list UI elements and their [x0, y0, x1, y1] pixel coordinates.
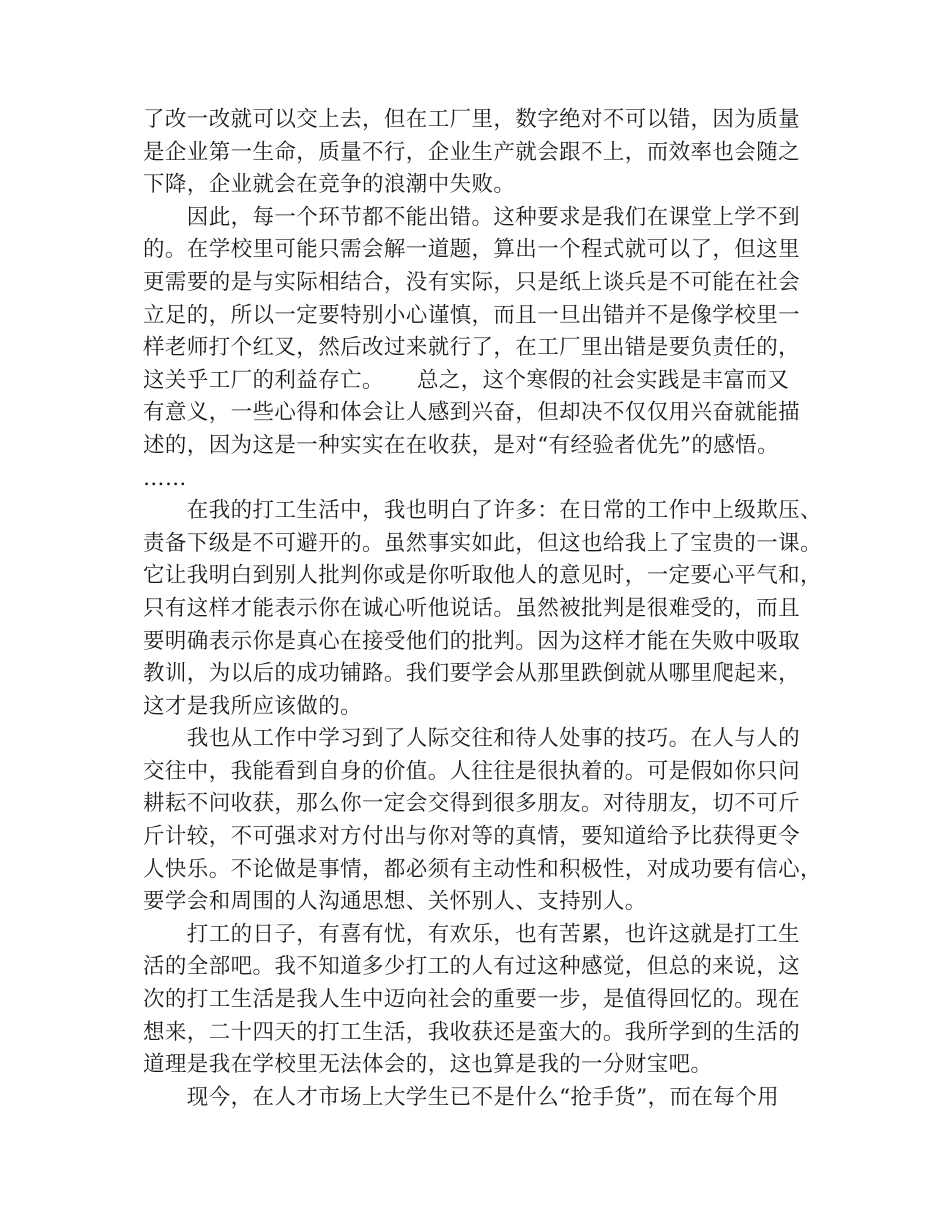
text-line: 想来，二十四天的打工生活，我收获还是蛮大的。我所学到的生活的	[143, 1019, 801, 1045]
text-line: 立足的，所以一定要特别小心谨慎，而且一旦出错并不是像学校里一	[143, 302, 801, 328]
text-line: 有意义，一些心得和体会让人感到兴奋，但却决不仅仅用兴奋就能描	[143, 400, 801, 426]
text-line: 下降，企业就会在竞争的浪潮中失败。	[143, 172, 516, 198]
text-line: 这关乎工厂的利益存亡。 总之，这个寒假的社会实践是丰富而又	[143, 367, 790, 393]
text-line: 打工的日子，有喜有忧，有欢乐，也有苦累，也许这就是打工生	[143, 921, 801, 947]
text-line: 人快乐。不论做是事情，都必须有主动性和积极性，对成功要有信心，	[143, 856, 822, 882]
text-line: 道理是我在学校里无法体会的，这也算是我的一分财宝吧。	[143, 1052, 713, 1078]
text-line: 责备下级是不可避开的。虽然事实如此，但这也给我上了宝贵的一课。	[143, 530, 822, 556]
text-line: 这才是我所应该做的。	[143, 693, 363, 719]
text-line: 的。在学校里可能只需会解一道题，算出一个程式就可以了，但这里	[143, 237, 801, 263]
text-line: 要明确表示你是真心在接受他们的批判。因为这样才能在失败中吸取	[143, 628, 801, 654]
text-line: 活的全部吧。我不知道多少打工的人有过这种感觉，但总的来说，这	[143, 954, 801, 980]
text-line: 因此，每一个环节都不能出错。这种要求是我们在课堂上学不到	[143, 204, 801, 230]
text-line: 交往中，我能看到自身的价值。人往往是很执着的。可是假如你只问	[143, 758, 801, 784]
text-line: 是企业第一生命，质量不行，企业生产就会跟不上，而效率也会随之	[143, 139, 801, 165]
text-line: 在我的打工生活中，我也明白了许多：在日常的工作中上级欺压、	[143, 498, 822, 524]
text-line: 要学会和周围的人沟通思想、关怀别人、支持别人。	[143, 889, 647, 915]
text-line: 更需要的是与实际相结合，没有实际，只是纸上谈兵是不可能在社会	[143, 269, 801, 295]
text-line: 现今，在人才市场上大学生已不是什么“抢手货”，而在每个用	[143, 1084, 779, 1110]
document-body-text	[143, 104, 822, 1114]
text-line: 了改一改就可以交上去，但在工厂里，数字绝对不可以错，因为质量	[143, 107, 801, 132]
text-line: 斤计较，不可强求对方付出与你对等的真情，要知道给予比获得更令	[143, 824, 801, 850]
text-line: 只有这样才能表示你在诚心听他说话。虽然被批判是很难受的，而且	[143, 595, 801, 621]
text-line: 我也从工作中学习到了人际交往和待人处事的技巧。在人与人的	[143, 726, 801, 752]
text-line: 耕耘不问收获，那么你一定会交得到很多朋友。对待朋友，切不可斤	[143, 791, 801, 817]
text-line: 教训，为以后的成功铺路。我们要学会从那里跌倒就从哪里爬起来，	[143, 661, 801, 687]
text-line: 它让我明白到别人批判你或是你听取他人的意见时，一定要心平气和，	[143, 563, 822, 589]
text-line: 述的，因为这是一种实实在在收获，是对“有经验者优先”的感悟。	[143, 432, 779, 458]
text-line: 次的打工生活是我人生中迈向社会的重要一步，是值得回忆的。现在	[143, 987, 801, 1013]
text-line: 样老师打个红叉，然后改过来就行了，在工厂里出错是要负责任的，	[143, 335, 801, 361]
text-line: ……	[143, 465, 187, 491]
